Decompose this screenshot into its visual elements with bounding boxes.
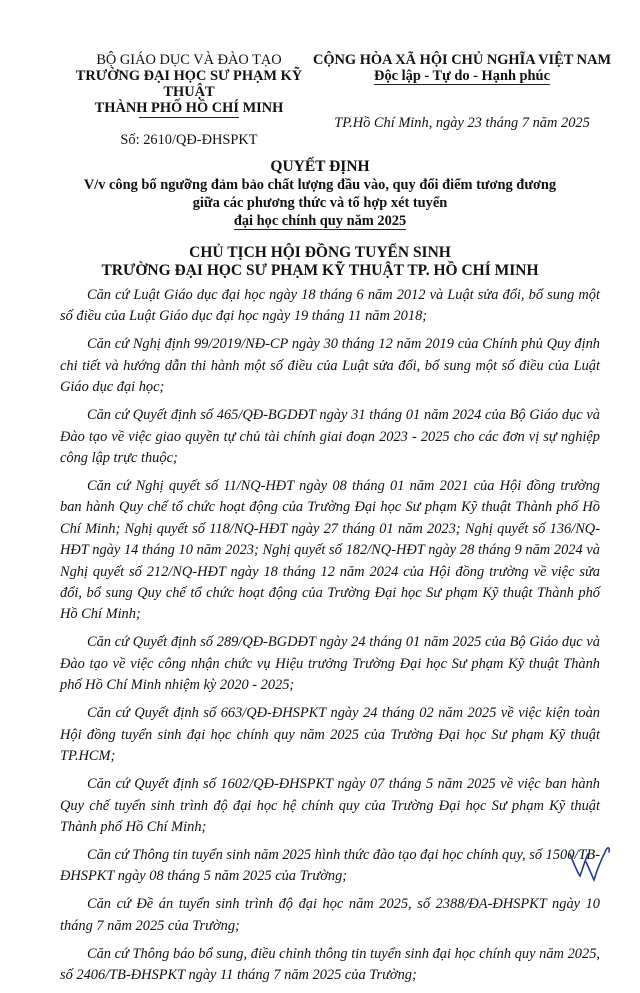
initial-signature [566,842,616,886]
basis-paragraph: Căn cứ Nghị quyết số 11/NQ-HĐT ngày 08 tháng 01 năm 2021 của Hội đồng trường ban hành Quy chế tổ chức hoạt động của Trường Đại học Sư phạm Kỹ thuật Thành phố Hồ Chí Minh; Nghị quyết số 118/NQ-HĐT ngày 27 tháng 01 năm 2023; Nghị quyết số 136/NQ-HĐT ngày 14 tháng 10 năm 2023; Nghị quyết số 182/NQ-HĐT ngày 28 tháng 9 năm 2024 và Nghị quyết số 212/NQ-HĐT ngày 18 tháng 12 năm 2024 của Hội đồng trường về việc sửa đổi, bổ sung Quy chế tổ chức hoạt động của Trường Đại học Sư phạm Kỹ thuật Thành phố Hồ Chí Minh; [60,478,600,623]
national-motto: Độc lập - Tự do - Hạnh phúc [374,68,550,84]
university-name-line2: THÀNH PHỐ HỒ CHÍ MINH [94,100,284,116]
authority-line-2: TRƯỜNG ĐẠI HỌC SƯ PHẠM KỸ THUẬT TP. HỒ CHÍ MINH [101,262,539,279]
basis-paragraph: Căn cứ Quyết định số 289/QĐ-BGDĐT ngày 24 tháng 01 năm 2025 của Bộ Giáo dục và Đào tạo về việc công nhận chức vụ Hiệu trưởng Trường Đại học Sư phạm Kỹ thuật Thành phố Hồ Chí Minh nhiệm kỳ 2020 - 2025; [60,634,600,694]
document-number: Số: 2610/QĐ-ĐHSPKT [120,132,258,148]
legal-basis [60,285,600,993]
basis-paragraph: Căn cứ Nghị định 99/2019/NĐ-CP ngày 30 tháng 12 năm 2019 của Chính phủ Quy định chi tiết và hướng dẫn thi hành một số điều của Luật sửa đổi, bổ sung một số điều của Luật Giáo dục đại học; [60,336,600,396]
ministry-name: BỘ GIÁO DỤC VÀ ĐÀO TẠO [96,52,282,68]
basis-paragraph: Căn cứ Quyết định số 1602/QĐ-ĐHSPKT ngày 07 tháng 5 năm 2025 về việc ban hành Quy chế tuyển sinh trình độ đại học hệ chính quy của Trường Đại học Sư phạm Kỹ thuật Thành phố Hồ Chí Minh; [60,776,600,835]
basis-paragraph: Căn cứ Quyết định số 663/QĐ-ĐHSPKT ngày 24 tháng 02 năm 2025 về việc kiện toàn Hội đồng tuyển sinh đại học chính quy năm 2025 của Trường Đại học Sư phạm Kỹ thuật TP.HCM; [60,705,600,765]
authority-block [40,244,600,280]
nation-name: CỘNG HÒA XÃ HỘI CHỦ NGHĨA VIỆT NAM [312,52,612,68]
basis-paragraph: Căn cứ Quyết định số 465/QĐ-BGDĐT ngày 31 tháng 01 năm 2024 của Bộ Giáo dục và Đào tạo về việc giao quyền tự chủ tài chính giai đoạn 2023 - 2025 cho các đơn vị sự nghiệp công lập trực thuộc; [60,407,600,467]
basis-paragraph: Căn cứ Thông tin tuyển sinh năm 2025 hình thức đào tạo đại học chính quy, số 1500/TB-ĐHSPKT ngày 08 tháng 5 năm 2025 của Trường; [60,846,600,885]
authority-line-1: CHỦ TỊCH HỘI ĐỒNG TUYỂN SINH [189,244,451,261]
national-header [312,52,612,131]
document-subject [40,176,600,230]
basis-paragraph: Căn cứ Đề án tuyển sinh trình độ đại học năm 2025, số 2388/ĐA-ĐHSPKT ngày 10 tháng 7 năm 2025 của Trường; [60,896,600,934]
basis-paragraph: Căn cứ Thông báo bổ sung, điều chỉnh thông tin tuyển sinh đại học chính quy năm 2025, số 2406/TB-ĐHSPKT ngày 11 tháng 7 năm 2025 của Trường; [60,945,600,984]
subject-line-3: đại học chính quy năm 2025 [233,213,407,229]
subject-line-1: V/v công bố ngưỡng đảm bảo chất lượng đầu vào, quy đổi điểm tương đương [83,177,557,193]
subject-line-2: giữa các phương thức và tổ hợp xét tuyển [192,195,448,211]
basis-paragraph: Căn cứ Luật Giáo dục đại học ngày 18 tháng 6 năm 2012 và Luật sửa đổi, bổ sung một số điều của Luật Giáo dục đại học ngày 19 tháng 11 năm 2018; [60,287,600,325]
issuer-underline [139,117,239,118]
place-date: TP.Hồ Chí Minh, ngày 23 tháng 7 năm 2025 [334,115,590,131]
document-title: QUYẾT ĐỊNH [270,158,370,175]
university-name-line1: TRƯỜNG ĐẠI HỌC SƯ PHẠM KỸ THUẬT [75,68,303,100]
issuer-block [58,52,320,148]
